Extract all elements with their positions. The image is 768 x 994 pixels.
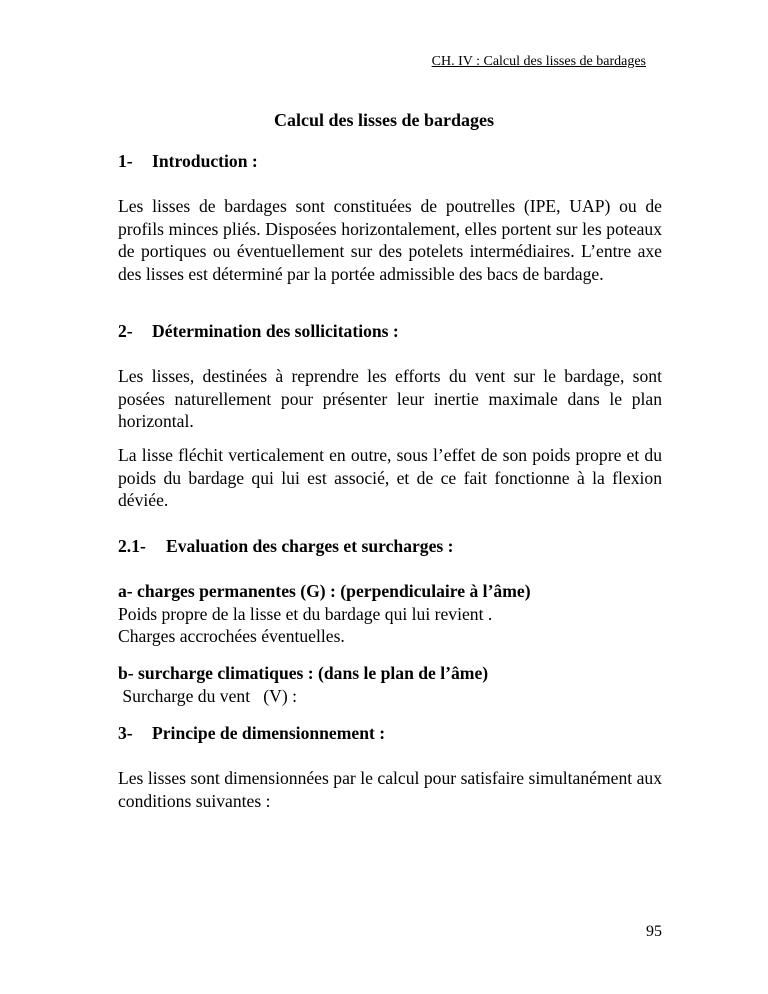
- subsection-heading-text: Evaluation des charges et surcharges :: [166, 536, 454, 556]
- section-heading-text: Principe de dimensionnement :: [152, 723, 386, 743]
- climatic-loads-line-1: Surcharge du vent (V) :: [118, 685, 297, 706]
- climatic-loads-block: [118, 662, 662, 707]
- sollicitations-paragraph-2: La lisse fléchit verticalement en outre, sous l’effet de son poids propre et du poids du bardage qui lui est associé, et de ce fait fonctionne à la flexion déviée.: [118, 445, 662, 510]
- section-heading-text: Introduction :: [152, 151, 258, 171]
- section-heading-text: Détermination des sollicitations :: [152, 321, 399, 341]
- climatic-loads-heading: b- surcharge climatiques : (dans le plan de l’âme): [118, 663, 489, 683]
- section-heading-principe: [118, 722, 662, 745]
- section-heading-sollicitations: [118, 320, 662, 343]
- section-number: 3-: [118, 723, 133, 743]
- section-heading-introduction: [118, 150, 662, 173]
- section-number: 2-: [118, 321, 133, 341]
- subsection-number: 2.1-: [118, 536, 146, 556]
- permanent-loads-heading: a- charges permanentes (G) : (perpendiculaire à l’âme): [118, 581, 531, 601]
- section-number: 1-: [118, 151, 133, 171]
- page-number: 95: [646, 923, 662, 940]
- subsection-heading-evaluation: [118, 535, 662, 558]
- sollicitations-paragraph-1: Les lisses, destinées à reprendre les efforts du vent sur le bardage, sont posées naturellement pour présenter leur inertie maximale dans le plan horizontal.: [118, 366, 662, 431]
- running-header: CH. IV : Calcul des lisses de bardages: [431, 54, 646, 69]
- introduction-paragraph: Les lisses de bardages sont constituées de poutrelles (IPE, UAP) ou de profils minces pliés. Disposées horizontalement, elles portent sur les poteaux de portiques ou éventuellement sur des potelets intermédiaires. L’entre axe des lisses est déterminé par la portée admissible des bacs de bardage.: [118, 196, 662, 284]
- permanent-loads-line-1: Poids propre de la lisse et du bardage qui lui revient .: [118, 603, 493, 624]
- document-title: Calcul des lisses de bardages: [273, 110, 495, 130]
- principe-paragraph: Les lisses sont dimensionnées par le calcul pour satisfaire simultanément aux conditions suivantes :: [118, 768, 662, 811]
- permanent-loads-line-2: Charges accrochées éventuelles.: [118, 626, 345, 646]
- permanent-loads-block: [118, 580, 662, 648]
